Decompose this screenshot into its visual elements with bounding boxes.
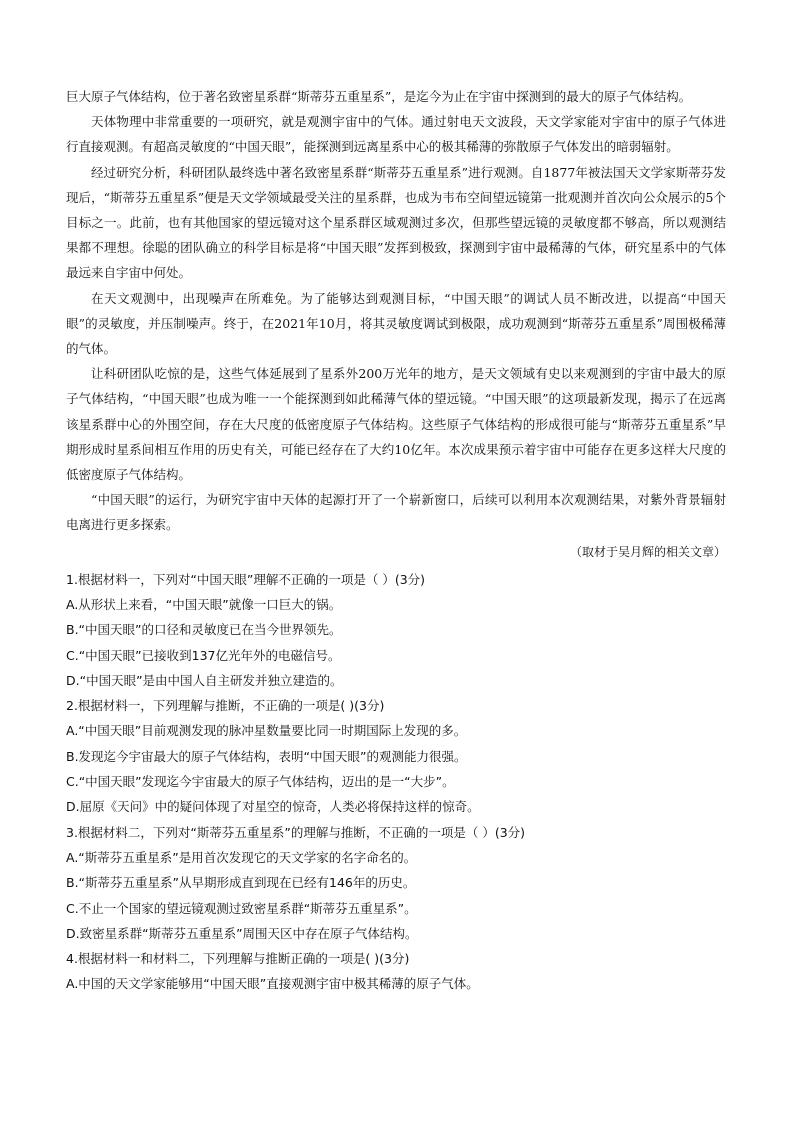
option-b: B.“斯蒂芬五重星系”从早期形成直到现在已经有146年的历史。 <box>66 875 416 891</box>
option-d: D.致密星系群“斯蒂芬五重星系”周围天区中存在原子气体结构。 <box>66 925 418 941</box>
option-c: C.“中国天眼”发现迄今宇宙最大的原子气体结构，迈出的是一“大步”。 <box>66 774 455 790</box>
passage-paragraph-6: “中国天眼”的运行，为研究宇宙中天体的起源打开了一个崭新窗口，后续可以利用本次观测结果，对紫外背景辐射电离进行更多探索。 <box>66 492 726 533</box>
option-a: A.中国的天文学家能够用“中国天眼”直接观测宇宙中极其稀薄的原子气体。 <box>66 976 479 992</box>
option-a: A.“斯蒂芬五重星系”是用首次发现它的天文学家的名字命名的。 <box>66 849 417 865</box>
question-stem: 4.根据材料一和材料二，下列理解与推断正确的一项是( )(3分) <box>66 951 410 967</box>
passage-paragraph-5: 让科研团队吃惊的是，这些气体延展到了星系外200万光年的地方，是天文领域有史以来观测到的宇宙中最大的原子气体结构，“中国天眼”也成为唯一一个能探测到如此稀薄气体的望远镜。“中国天眼”的这项最新发现，揭示了在远离该星系群中心的外围空间，存在大尺度的低密度原子气体结构。这些原子气体结构的形成很可能与“斯蒂芬五重星系”早期形成时星系间相互作用的历史有关，可能已经存在了大约10亿年。本次成果预示着宇宙中可能存在更多这样大尺度的低密度原子气体结构。 <box>66 366 726 483</box>
option-a: A.从形状上来看，“中国天眼”就像一口巨大的锅。 <box>66 596 342 612</box>
document-page <box>66 84 726 997</box>
question-1 <box>66 567 726 693</box>
question-list <box>66 567 726 997</box>
option-b: B.“中国天眼”的口径和灵敏度已在当今世界领先。 <box>66 622 342 638</box>
option-c: C.“中国天眼”已接收到137亿光年外的电磁信号。 <box>66 647 341 663</box>
option-d: D.“中国天眼”是由中国人自主研发并独立建造的。 <box>66 672 343 688</box>
passage <box>66 84 726 538</box>
passage-paragraph-2: 天体物理中非常重要的一项研究，就是观测宇宙中的气体。通过射电天文波段，天文学家能对宇宙中的原子气体进行直接观测。有超高灵敏度的“中国天眼”，能探测到远离星系中心的极其稀薄的弥散原子气体发出的暗弱辐射。 <box>66 114 726 155</box>
question-stem: 2.根据材料一，下列理解与推断，不正确的一项是( )(3分) <box>66 698 385 714</box>
question-stem: 1.根据材料一，下列对“中国天眼”理解不正确的一项是（ ）(3分) <box>66 571 426 587</box>
source-citation: （取材于吴月辉的相关文章） <box>569 544 726 559</box>
option-c: C.不止一个国家的望远镜观测过致密星系群“斯蒂芬五重星系”。 <box>66 900 417 916</box>
question-4 <box>66 946 726 997</box>
passage-paragraph-4: 在天文观测中，出现噪声在所难免。为了能够达到观测目标，“中国天眼”的调试人员不断改进，以提高“中国天眼”的灵敏度，并压制噪声。终于，在2021年10月，将其灵敏度调试到极限，成功观测到“斯蒂芬五重星系”周围极稀薄的气体。 <box>66 290 726 357</box>
question-2 <box>66 693 726 819</box>
option-a: A.“中国天眼”目前观测发现的脉冲星数量要比同一时期国际上发现的多。 <box>66 723 467 739</box>
question-3 <box>66 820 726 946</box>
option-b: B.发现迄今宇宙最大的原子气体结构，表明“中国天眼”的观测能力很强。 <box>66 748 467 764</box>
passage-paragraph-3: 经过研究分析，科研团队最终选中著名致密星系群“斯蒂芬五重星系”进行观测。自1877年被法国天文学家斯蒂芬发现后，“斯蒂芬五重星系”便是天文学领域最受关注的星系群，也成为韦布空间望远镜第一批观测并首次向公众展示的5个目标之一。此前，也有其他国家的望远镜对这个星系群区域观测过多次，但那些望远镜的灵敏度都不够高，所以观测结果都不理想。徐聪的团队确立的科学目标是将“中国天眼”发挥到极致，探测到宇宙中最稀薄的气体，研究星系中的气体最远来自宇宙中何处。 <box>66 164 726 281</box>
question-stem: 3.根据材料二，下列对“斯蒂芬五重星系”的理解与推断，不正确的一项是（ ）(3分) <box>66 824 526 840</box>
option-d: D.屈原《天问》中的疑问体现了对星空的惊奇，人类必将保持这样的惊奇。 <box>66 799 480 815</box>
passage-paragraph-1: 巨大原子气体结构，位于著名致密星系群“斯蒂芬五重星系”，是迄今为止在宇宙中探测到的最大的原子气体结构。 <box>66 89 692 104</box>
